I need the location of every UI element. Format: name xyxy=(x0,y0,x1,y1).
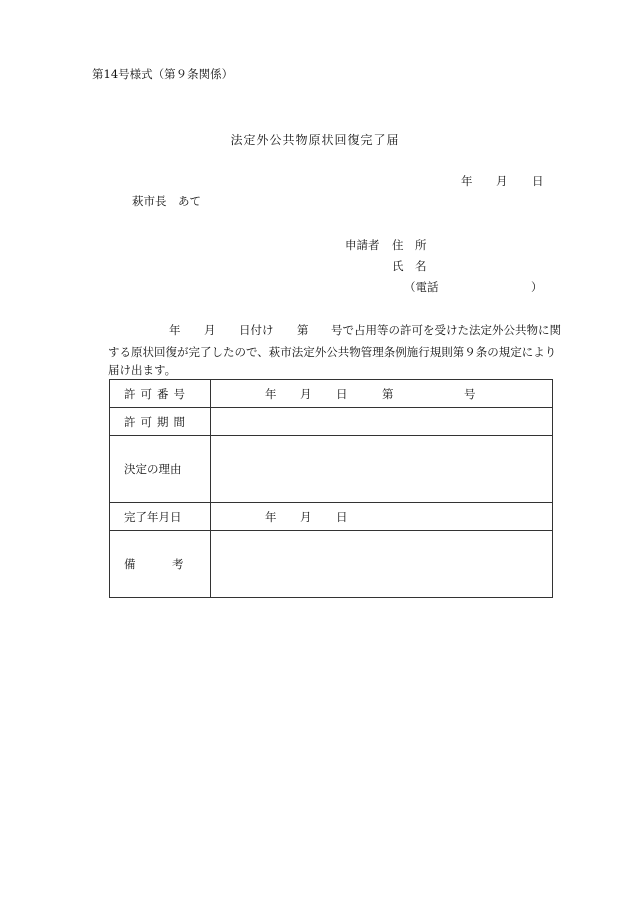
permit-number-dai: 第 xyxy=(382,386,394,401)
permit-number-month: 月 xyxy=(300,386,312,401)
document-title: 法定外公共物原状回復完了届 xyxy=(230,133,400,147)
completion-month: 月 xyxy=(300,509,312,524)
form-number-label: 第14号様式（第９条関係） xyxy=(92,67,234,81)
address-label: 住 所 xyxy=(392,238,427,252)
permit-number-value[interactable] xyxy=(211,380,553,408)
decision-reason-value[interactable] xyxy=(211,436,553,503)
remarks-label: 備 考 xyxy=(110,531,211,598)
phone-close-label: ） xyxy=(531,280,543,294)
table-row-remarks xyxy=(110,531,553,598)
completion-date-value[interactable] xyxy=(211,503,553,531)
date-year-label: 年 xyxy=(461,174,473,188)
date-day-label: 日 xyxy=(532,174,544,188)
permit-period-value[interactable] xyxy=(211,408,553,436)
remarks-value[interactable] xyxy=(211,531,553,598)
body-year: 年 xyxy=(169,323,181,337)
table-row-completion-date xyxy=(110,503,553,531)
permit-period-label: 許可期間 xyxy=(110,408,211,436)
permit-number-label: 許可番号 xyxy=(110,380,211,408)
applicant-label: 申請者 xyxy=(345,238,380,252)
completion-date-label: 完了年月日 xyxy=(110,503,211,531)
body-line3: 届け出ます。 xyxy=(108,363,177,377)
info-table xyxy=(109,379,553,598)
table-row-decision-reason xyxy=(110,436,553,503)
addressee: 萩市長 あて xyxy=(132,194,201,208)
permit-number-gou: 号 xyxy=(464,386,476,401)
date-month-label: 月 xyxy=(496,174,508,188)
body-line1-rest: 号で占用等の許可を受けた法定外公共物に関 xyxy=(331,323,561,337)
name-label: 氏 名 xyxy=(392,259,427,273)
permit-number-year: 年 xyxy=(265,386,277,401)
body-day-suffix: 日付け xyxy=(239,323,274,337)
phone-open-label: （電話 xyxy=(404,280,439,294)
body-month: 月 xyxy=(204,323,216,337)
completion-day: 日 xyxy=(336,509,348,524)
body-line2: する原状回復が完了したので、萩市法定外公共物管理条例施行規則第９条の規定により xyxy=(108,345,557,359)
table-row-permit-number xyxy=(110,380,553,408)
table-row-permit-period xyxy=(110,408,553,436)
decision-reason-label: 決定の理由 xyxy=(110,436,211,503)
permit-number-day: 日 xyxy=(336,386,348,401)
completion-year: 年 xyxy=(265,509,277,524)
body-dai: 第 xyxy=(297,323,309,337)
